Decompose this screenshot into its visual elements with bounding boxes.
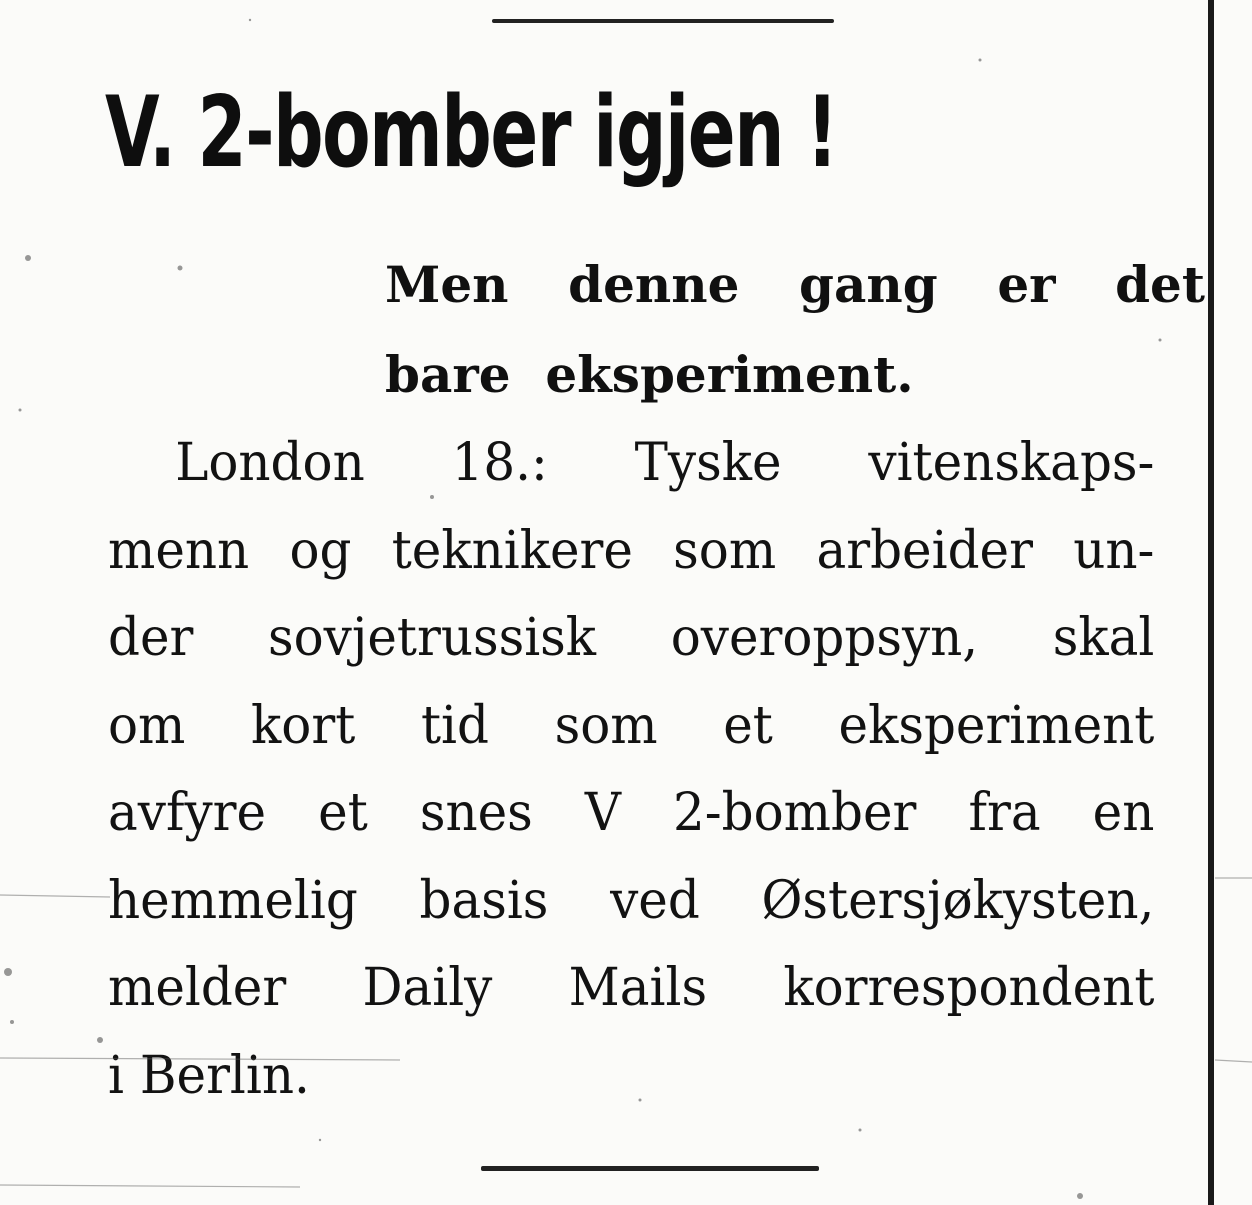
- column-border: [1208, 0, 1214, 1205]
- body-line: i Berlin.: [108, 1045, 310, 1106]
- headline: V. 2-bomber igjen !: [105, 76, 837, 190]
- subheadline-line: Men denne gang er det: [385, 255, 1205, 314]
- top-divider-rule: [492, 19, 834, 23]
- body-line: om kort tid som et eksperiment: [108, 695, 1155, 756]
- subheadline: [385, 240, 1205, 420]
- body-line: avfyre et snes V 2-bomber fra en: [108, 783, 1155, 843]
- bottom-divider-rule: [481, 1166, 819, 1171]
- subheadline-line: bare eksperiment.: [385, 345, 914, 404]
- body-line: der sovjetrussisk overoppsyn, skal: [108, 608, 1155, 668]
- body-line: London 18.: Tyske vitenskaps-: [175, 433, 1155, 493]
- body-line: menn og teknikere som arbeider un-: [108, 520, 1155, 581]
- article-body: [108, 420, 1154, 1120]
- body-line: hemmelig basis ved Østersjøkysten,: [108, 870, 1155, 931]
- body-line: melder Daily Mails korrespondent: [108, 958, 1155, 1018]
